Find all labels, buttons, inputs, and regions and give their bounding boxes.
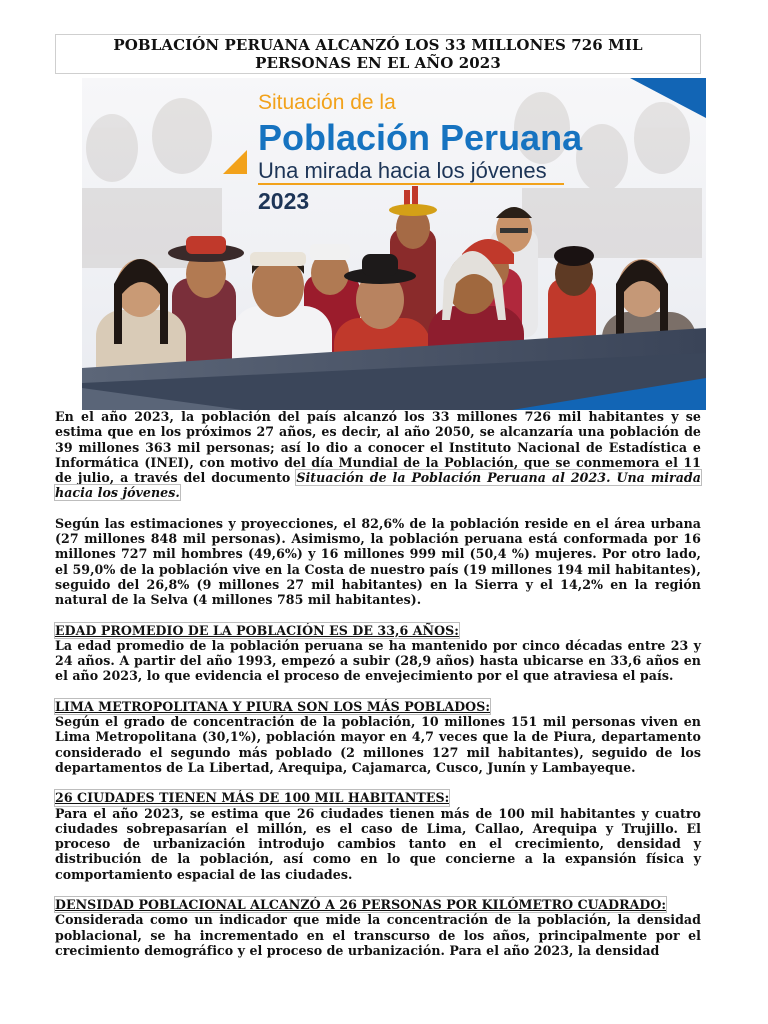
section-text: La edad promedio de la población peruana se ha mantenido por cinco décadas entre 23 y 24 años. A partir del año 1993, empezó a subir (28,9 años) hasta ubicarse en 33,6 años en el año 2023, lo que evidencia el proceso de envejecimiento por el que atraviesa el país. [55, 637, 701, 684]
article-body [55, 409, 701, 958]
section-text: Según el grado de concentración de la población, 10 millones 151 mil personas viven en Lima Metropolitana (30,1%), población mayor en 4,7 veces que la de Piura, departamento considerado el segundo más poblado (2 millones 127 mil habitantes), seguido de los departamentos de La Libertad, Arequipa, Cajamarca, Cusco, Junín y Lambayeque. [55, 714, 701, 775]
document-title-italic: Situación de la Población Peruana al 2023. Una mirada hacia los jóvenes. [55, 470, 701, 501]
banner-line3: Una mirada hacia los jóvenes [258, 158, 547, 183]
section-text: Considerada como un indicador que mide la concentración de la población, la densidad poblacional, se ha incrementado en el transcurso de los años, principalmente por el crecimiento demográfico y el proceso de urbanización. Para el año 2023, la densidad [55, 912, 701, 958]
document-title: POBLACIÓN PERUANA ALCANZÓ LOS 33 MILLONES 726 MIL PERSONAS EN EL AÑO 2023 [55, 34, 701, 74]
section-heading: LIMA METROPOLITANA Y PIURA SON LOS MÁS POBLADOS: [55, 698, 491, 714]
section-text: Para el año 2023, se estima que 26 ciudades tienen más de 100 mil habitantes y cuatro ciudades sobrepasarían el millón, es el caso de Lima, Callao, Arequipa y Trujillo. El proceso de urbanización introdujo cambios tanto en el crecimiento, densidad y distribución de la población, así como en lo que concierne a la expansión física y comportamiento espacial de las ciudades. [55, 805, 701, 882]
section-densidad [55, 897, 701, 958]
section-edad-promedio [55, 623, 701, 684]
banner-line2: Población Peruana [258, 117, 583, 158]
section-heading: 26 CIUDADES TIENEN MÁS DE 100 MIL HABITANTES: [55, 790, 450, 806]
banner-year: 2023 [258, 188, 310, 214]
paragraph-intro [55, 409, 701, 501]
section-heading: DENSIDAD POBLACIONAL ALCANZÓ A 26 PERSONAS POR KILÓMETRO CUADRADO: [55, 897, 667, 913]
cover-banner-image [82, 78, 706, 410]
banner-line1: Situación de la [258, 91, 396, 114]
section-ciudades [55, 790, 701, 882]
paragraph-intro-text: En el año 2023, la población del país alcanzó los 33 millones 726 mil habitantes y se estima que en los próximos 27 años, es decir, al año 2050, se alcanzaría una población de 39 millones 363 mil personas; así lo dio a conocer el Instituto Nacional de Estadística e Informática (INEI), con motivo del día Mundial de la Población, que se conmemora el 11 de julio, a través del documento [55, 409, 701, 486]
section-heading: EDAD PROMEDIO DE LA POBLACIÓN ES DE 33,6 AÑOS: [55, 622, 459, 638]
section-lima-piura [55, 699, 701, 775]
paragraph-estimations: Según las estimaciones y proyecciones, el 82,6% de la población reside en el área urbana (27 millones 848 mil personas). Asimismo, la población peruana está conformada por 16 millones 727 mil hombres (49,6%) y 16 millones 999 mil (50,4 %) mujeres. Por otro lado, el 59,0% de la población vive en la Costa de nuestro país (19 millones 194 mil habitantes), seguido del 26,8% (9 millones 27 mil habitantes) en la Sierra y el 14,2% en la región natural de la Selva (4 millones 785 mil habitantes). [55, 515, 701, 608]
